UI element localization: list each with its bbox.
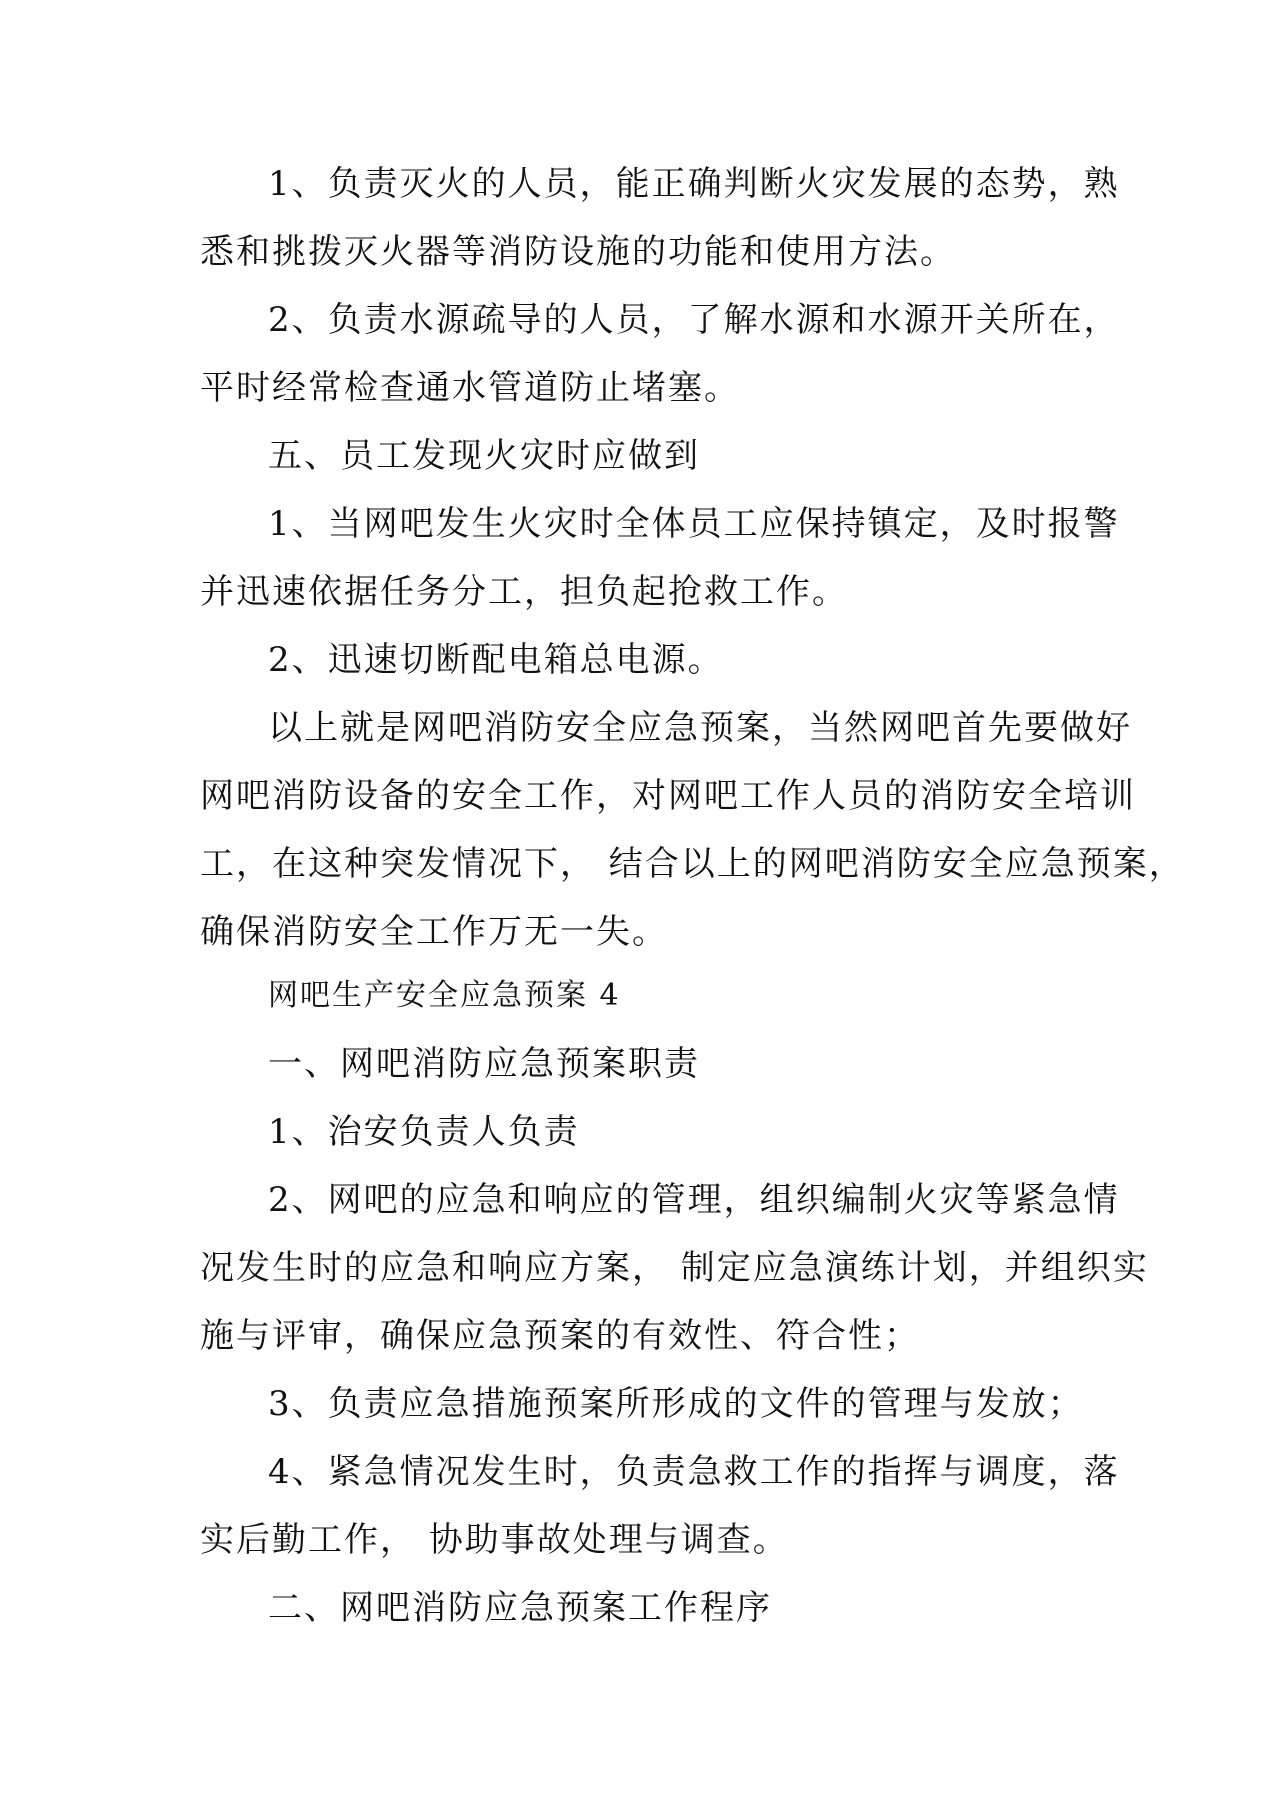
section-heading-one xyxy=(200,1030,1100,1098)
section-heading-two xyxy=(200,1574,1100,1642)
paragraph-emergency-management xyxy=(200,1166,1149,1370)
paragraph-firefighter-duty xyxy=(200,150,1120,286)
text-line: 2、负责水源疏导的人员，了解水源和水源开关所在， xyxy=(268,300,1120,340)
document-title-4 xyxy=(200,962,1100,1030)
section-heading-five xyxy=(200,422,1100,490)
text-line: 2、迅速切断配电箱总电源。 xyxy=(268,640,724,680)
text-line: 平时经常检查通水管道防止堵塞。 xyxy=(200,368,740,408)
text-line: 1、负责灭火的人员，能正确判断火灾发展的态势，熟 xyxy=(268,164,1120,204)
text-line: 五、员工发现火灾时应做到 xyxy=(268,436,700,476)
text-line: 3、负责应急措施预案所形成的文件的管理与发放； xyxy=(268,1384,1084,1424)
text-line: 二、网吧消防应急预案工作程序 xyxy=(268,1588,772,1628)
text-line: 1、当网吧发生火灾时全体员工应保持镇定，及时报警 xyxy=(268,504,1120,544)
text-line: 工，在这种突发情况下， 结合以上的网吧消防安全应急预案， xyxy=(200,844,1185,884)
text-line: 况发生时的应急和响应方案， 制定应急演练计划，并组织实 xyxy=(200,1248,1149,1288)
text-line: 悉和挑拨灭火器等消防设施的功能和使用方法。 xyxy=(200,232,956,272)
text-line: 网吧消防设备的安全工作，对网吧工作人员的消防安全培训 xyxy=(200,776,1136,816)
paragraph-summary xyxy=(200,694,1185,966)
paragraph-security-lead xyxy=(200,1098,1100,1166)
text-line: 2、网吧的应急和响应的管理，组织编制火灾等紧急情 xyxy=(268,1180,1120,1220)
text-line: 1、治安负责人负责 xyxy=(268,1112,580,1152)
text-line: 以上就是网吧消防安全应急预案，当然网吧首先要做好 xyxy=(268,708,1132,748)
paragraph-rescue-command xyxy=(200,1438,1120,1574)
text-line: 并迅速依据任务分工，担负起抢救工作。 xyxy=(200,572,848,612)
paragraph-water-duty xyxy=(200,286,1120,422)
text-line: 施与评审，确保应急预案的有效性、符合性； xyxy=(200,1316,920,1356)
text-line: 4、紧急情况发生时，负责急救工作的指挥与调度，落 xyxy=(268,1452,1120,1492)
paragraph-document-management xyxy=(200,1370,1100,1438)
text-line: 实后勤工作， 协助事故处理与调查。 xyxy=(200,1520,789,1560)
text-line: 网吧生产安全应急预案 4 xyxy=(268,978,621,1013)
paragraph-cut-power xyxy=(200,626,1100,694)
text-line: 一、网吧消防应急预案职责 xyxy=(268,1044,700,1084)
text-line: 确保消防安全工作万无一失。 xyxy=(200,912,668,952)
paragraph-staff-calm xyxy=(200,490,1120,626)
